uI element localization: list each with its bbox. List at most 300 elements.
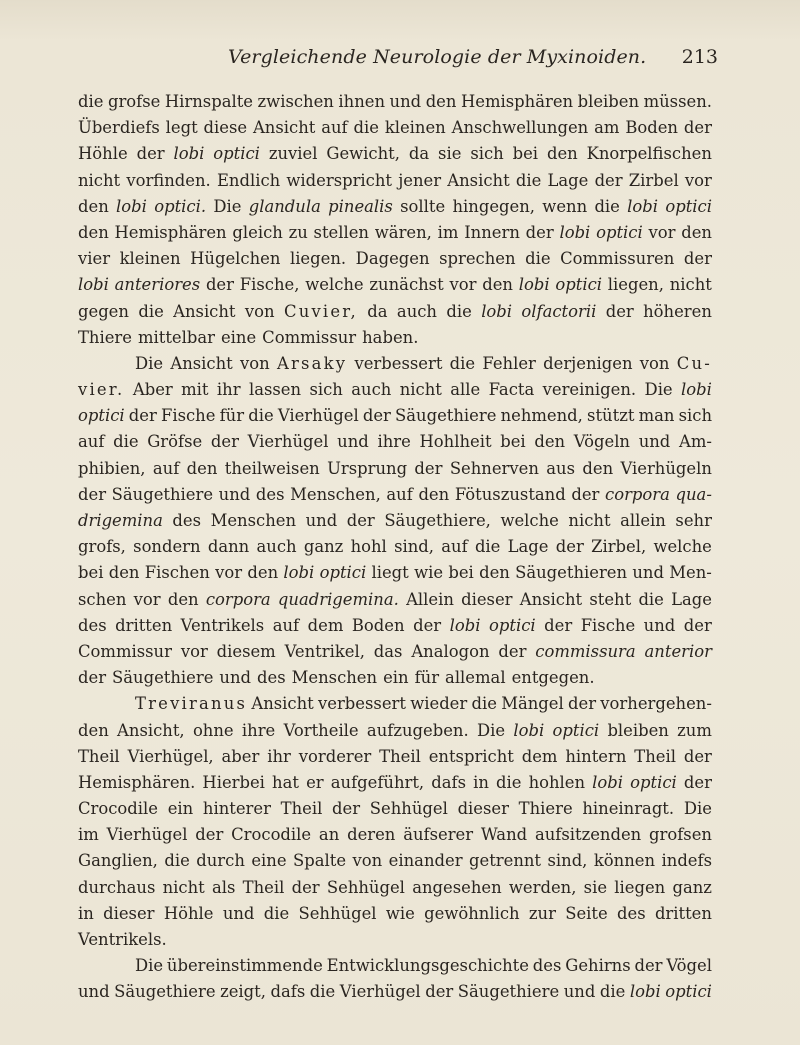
word: nicht	[162, 877, 205, 897]
word: Cu-	[676, 353, 712, 373]
word: optici	[213, 144, 260, 164]
word: und	[218, 484, 251, 504]
word: quadrigemina.	[277, 589, 399, 609]
word: dafs	[431, 772, 466, 792]
word: aufzugeben.	[366, 720, 469, 740]
word: optici	[319, 563, 367, 583]
word: hohl	[350, 537, 387, 557]
word: Fötuszustand	[454, 484, 566, 504]
word: Allein	[406, 589, 454, 609]
word: auf	[441, 537, 468, 557]
word: die	[138, 301, 164, 321]
word: das	[373, 641, 403, 661]
word: hintern	[565, 746, 627, 766]
word: und	[632, 563, 664, 583]
word: nicht	[568, 511, 611, 530]
word: von	[244, 301, 275, 321]
word: dem	[521, 746, 558, 766]
word: lobi	[681, 380, 712, 400]
word: der	[195, 825, 224, 845]
word: zunächst	[369, 275, 444, 295]
word: indefs	[661, 851, 712, 871]
word: Menschen	[291, 668, 378, 688]
word: auf	[152, 458, 180, 478]
word: wieder	[410, 694, 468, 714]
word: und	[337, 432, 369, 452]
word: nicht	[669, 275, 712, 295]
word: hohlen	[528, 772, 586, 792]
word: und	[389, 92, 422, 111]
word: wenn	[542, 196, 588, 216]
word: der	[78, 668, 107, 688]
word: die	[496, 772, 522, 792]
word: vier	[78, 249, 111, 269]
word: Fische	[580, 615, 636, 635]
word: vor	[180, 641, 208, 661]
word: Vortheile	[283, 720, 359, 740]
word: Vierhügeln	[620, 458, 712, 478]
text-line	[78, 744, 712, 770]
word: widerspricht	[286, 170, 392, 190]
text-line	[78, 194, 712, 220]
word: liegen	[614, 877, 666, 897]
word: die	[449, 353, 476, 373]
word: lobi	[481, 301, 513, 321]
text-line	[78, 89, 712, 115]
word: sie	[583, 877, 608, 897]
word: müssen.	[643, 92, 712, 111]
word: auch	[351, 380, 392, 400]
word: Fehler	[482, 353, 536, 373]
word: Wand	[480, 825, 528, 845]
word: Ansicht	[252, 118, 316, 138]
text-line	[78, 665, 712, 691]
word: optici.	[154, 196, 207, 216]
word: Seite	[565, 903, 608, 923]
word: aber	[221, 746, 260, 766]
word: mit	[181, 380, 209, 400]
word: den	[425, 92, 457, 111]
word: Crocodile	[231, 825, 312, 845]
word: lobi	[627, 196, 659, 216]
word: da	[367, 301, 388, 321]
text-line	[78, 351, 712, 377]
text-line	[78, 953, 712, 979]
word: Überdiefs	[78, 118, 160, 138]
word: die	[638, 589, 664, 609]
word: auf	[321, 118, 348, 138]
word: der	[568, 694, 597, 714]
word: sondern	[133, 537, 201, 557]
text-line	[78, 718, 712, 744]
word: der	[683, 772, 712, 792]
word: der	[332, 799, 361, 819]
word: den	[78, 196, 109, 216]
text-line	[78, 456, 712, 482]
word: der	[414, 458, 443, 478]
word: jener	[398, 170, 442, 190]
word: Men-	[669, 563, 712, 583]
word: bei	[448, 563, 474, 583]
text-line	[78, 796, 712, 822]
word: der	[525, 222, 554, 242]
word: grofs,	[78, 537, 126, 557]
word: Sehnerven	[449, 458, 539, 478]
text-line	[78, 927, 712, 953]
text-line	[78, 770, 712, 796]
word: Säugethiere	[111, 484, 214, 504]
word: auch	[396, 301, 437, 321]
word: den	[247, 563, 279, 583]
word: Fische,	[239, 275, 300, 295]
word: Ventrikels.	[78, 930, 167, 949]
word: und	[638, 432, 671, 452]
word: ganz	[672, 877, 712, 897]
word: wären,	[374, 222, 432, 242]
word: durchaus	[78, 877, 156, 897]
word: von	[352, 851, 383, 871]
word: und	[78, 982, 110, 1002]
word: Fischen	[144, 563, 210, 583]
word: entspricht	[428, 746, 514, 766]
word: phibien,	[78, 458, 146, 478]
word: der	[346, 511, 375, 530]
word: der	[205, 275, 234, 295]
word: Boden	[625, 118, 678, 138]
word: Anschwellungen	[451, 118, 589, 138]
word: Fische	[160, 406, 216, 426]
word: stellen	[313, 222, 369, 242]
word: höheren	[643, 301, 712, 321]
word: bei	[500, 432, 526, 452]
word: der	[78, 484, 107, 504]
text-line	[78, 979, 712, 1005]
word: Lage	[671, 589, 712, 609]
word: als	[211, 877, 236, 897]
word: der	[498, 641, 527, 661]
word: Lage	[547, 170, 589, 190]
word: und	[222, 903, 255, 923]
word: diese	[203, 118, 248, 138]
word: Vierhügel	[247, 432, 329, 452]
word: auf	[78, 432, 105, 452]
word: legt	[165, 118, 198, 138]
word: sich	[470, 144, 504, 164]
word: in	[78, 903, 94, 923]
word: vor	[684, 170, 712, 190]
text-line	[78, 141, 712, 167]
word: bleiben	[607, 720, 669, 740]
word: lobi	[78, 275, 109, 295]
word: Arsaky	[276, 353, 348, 373]
word: Innern	[464, 222, 520, 242]
word: bei	[78, 563, 104, 583]
word: Hügelchen	[190, 249, 281, 269]
word: stützt	[587, 406, 635, 426]
word: ihre	[377, 432, 411, 452]
word: die	[474, 537, 501, 557]
word: da	[408, 144, 430, 164]
word: des	[78, 615, 107, 635]
word: Ursprung	[327, 458, 408, 478]
word: und	[219, 668, 252, 688]
word: die	[515, 170, 542, 190]
word: Vierhügel	[339, 982, 421, 1002]
word: die	[353, 118, 379, 138]
word: Hemisphären	[460, 92, 574, 111]
word: des	[172, 511, 202, 530]
word: sich	[309, 380, 343, 400]
word: den	[108, 563, 140, 583]
word: lobi	[513, 720, 545, 740]
word: den	[418, 484, 450, 504]
word: die	[263, 903, 290, 923]
word: Vögeln	[573, 432, 630, 452]
word: ein	[383, 668, 409, 688]
word: steht	[589, 589, 632, 609]
word: kleinen	[384, 118, 446, 138]
word: anterior	[644, 641, 712, 661]
word: die	[113, 432, 139, 452]
word: optici	[665, 982, 712, 1002]
word: zeigt,	[220, 982, 266, 1002]
word: vereinigen.	[542, 380, 637, 400]
word: qua-	[675, 484, 712, 504]
word: Zirbel,	[591, 537, 647, 557]
text-line	[78, 875, 712, 901]
word: Ventrikels	[180, 615, 265, 635]
word: er	[306, 772, 324, 792]
word: Theil	[242, 877, 285, 897]
word: entgegen.	[511, 668, 595, 688]
word: der	[544, 615, 573, 635]
word: nehmend,	[500, 406, 583, 426]
word: vor	[133, 589, 161, 609]
word: Hohlheit	[419, 432, 492, 452]
word: dafs	[270, 982, 306, 1002]
word: wie	[385, 903, 415, 923]
word: Vierhügel	[106, 825, 188, 845]
word: optici	[630, 772, 677, 792]
word: die	[446, 301, 472, 321]
word: an	[318, 825, 340, 845]
text-line	[78, 377, 712, 403]
word: ein	[167, 799, 194, 819]
text-line	[78, 325, 712, 351]
text-line	[78, 403, 712, 429]
word: Gehirns	[565, 956, 631, 976]
word: der	[683, 118, 712, 138]
word: optici	[78, 406, 125, 426]
word: auf	[386, 484, 413, 504]
word: haben.	[362, 327, 419, 347]
word: dann	[207, 537, 250, 557]
word: des	[532, 956, 562, 976]
word: optici	[555, 275, 603, 295]
word: die	[471, 694, 497, 714]
word: und	[563, 982, 596, 1002]
word: optici	[665, 196, 712, 216]
word: Die	[476, 720, 506, 740]
word: allemal	[445, 668, 506, 688]
word: die	[525, 249, 551, 269]
word: Aber	[132, 380, 173, 400]
word: Theil	[280, 799, 323, 819]
word: glandula	[248, 196, 321, 216]
word: der	[413, 615, 442, 635]
word: der	[594, 170, 623, 190]
word: auch	[256, 537, 297, 557]
word: Ganglien,	[78, 851, 158, 871]
word: sich	[678, 406, 712, 426]
word: ohne	[192, 720, 234, 740]
word: und	[643, 615, 676, 635]
word: sind,	[394, 537, 434, 557]
word: optici	[552, 720, 600, 740]
word: vor	[215, 563, 243, 583]
word: Ansicht,	[117, 720, 185, 740]
text-line	[78, 220, 712, 246]
word: Vögel	[666, 956, 712, 976]
word: Menschen,	[290, 484, 381, 504]
word: der	[683, 615, 712, 635]
word: aufsitzenden	[534, 825, 642, 845]
text-line	[78, 639, 712, 665]
word: zwischen	[257, 92, 334, 111]
text-line	[78, 613, 712, 639]
word: übereinstimmende	[166, 956, 323, 976]
word: liegen,	[607, 275, 664, 295]
word: werden,	[508, 877, 577, 897]
word: Zirbel	[628, 170, 679, 190]
word: lassen	[248, 380, 302, 400]
text-line	[78, 482, 712, 508]
word: den	[78, 720, 109, 740]
page-number: 213	[681, 46, 718, 68]
word: ihnen	[338, 92, 386, 111]
word: der	[291, 877, 320, 897]
word: eine	[220, 327, 257, 347]
word: Die	[644, 380, 673, 400]
word: Die	[683, 799, 712, 819]
word: verbessert	[354, 353, 443, 373]
word: Ansicht	[170, 353, 233, 373]
word: bleiben	[577, 92, 640, 111]
word: ihr	[267, 746, 291, 766]
text-line	[78, 848, 712, 874]
text-line	[78, 246, 712, 272]
text-line	[78, 822, 712, 848]
word: der	[210, 432, 239, 452]
word: pinealis	[328, 196, 393, 216]
word: Vierhügel,	[127, 746, 214, 766]
text-line	[78, 508, 712, 534]
word: sind,	[547, 851, 588, 871]
word: getrennt	[469, 851, 542, 871]
word: Säugethieren	[515, 563, 628, 583]
word: allein	[620, 511, 666, 530]
word: von	[639, 353, 670, 373]
word: den	[78, 222, 109, 242]
word: corpora	[605, 484, 670, 504]
word: anteriores	[114, 275, 201, 295]
word: Theil	[78, 746, 120, 766]
word: Boden	[351, 615, 405, 635]
word: der	[571, 484, 600, 504]
word: Theil	[379, 746, 421, 766]
word: Sehhügel	[369, 799, 448, 819]
word: ganz	[303, 537, 344, 557]
word: der	[362, 406, 391, 426]
word: nicht	[78, 170, 121, 190]
word: Vierhügel	[277, 406, 359, 426]
word: die	[594, 196, 620, 216]
word: diesem	[216, 641, 276, 661]
word: kleinen	[119, 249, 181, 269]
word: grofsen	[649, 825, 712, 845]
word: liegt	[371, 563, 409, 583]
word: Entwicklungsgeschichte	[326, 956, 529, 976]
word: hingegen,	[452, 196, 535, 216]
word: der	[136, 144, 165, 164]
word: am	[594, 118, 620, 138]
word: die	[78, 92, 104, 111]
word: Sehhügel	[298, 903, 377, 923]
word: durch	[196, 851, 245, 871]
word: hinterer	[202, 799, 271, 819]
word: für	[414, 668, 440, 688]
word: Sehhügel	[326, 877, 405, 897]
word: schen	[78, 589, 127, 609]
word: im	[78, 825, 99, 845]
word: den	[582, 458, 614, 478]
word: einander	[388, 851, 463, 871]
word: Hierbei	[202, 772, 265, 792]
word: des	[617, 903, 646, 923]
word: lobi	[518, 275, 550, 295]
text-line	[78, 168, 712, 194]
word: die	[309, 982, 336, 1002]
word: Hemisphären.	[78, 772, 196, 792]
text-line	[78, 299, 712, 325]
word: welche	[500, 511, 559, 530]
word: Lage	[507, 537, 549, 557]
page-header	[78, 46, 718, 76]
word: commissura	[535, 641, 636, 661]
word: optici	[489, 615, 536, 635]
word: Am-	[678, 432, 712, 452]
word: die	[599, 982, 626, 1002]
word: für	[219, 406, 245, 426]
word: Säugethiere,	[384, 511, 491, 530]
word: die	[164, 851, 190, 871]
text-line	[78, 534, 712, 560]
word: dritten	[115, 615, 173, 635]
word: bei	[512, 144, 539, 164]
word: Ansicht	[447, 170, 510, 190]
word: Analogon	[411, 641, 490, 661]
word: den	[482, 275, 513, 295]
word: Säugethiere	[395, 406, 497, 426]
word: Menschen	[210, 511, 297, 530]
word: vorhergehen-	[600, 694, 712, 714]
word: liegen.	[289, 249, 347, 269]
word: vor	[648, 222, 676, 242]
word: angesehen	[412, 877, 502, 897]
word: Dagegen	[355, 249, 430, 269]
word: Commissur	[78, 641, 172, 661]
running-title: Vergleichende Neurologie der Myxinoiden.	[228, 46, 647, 68]
